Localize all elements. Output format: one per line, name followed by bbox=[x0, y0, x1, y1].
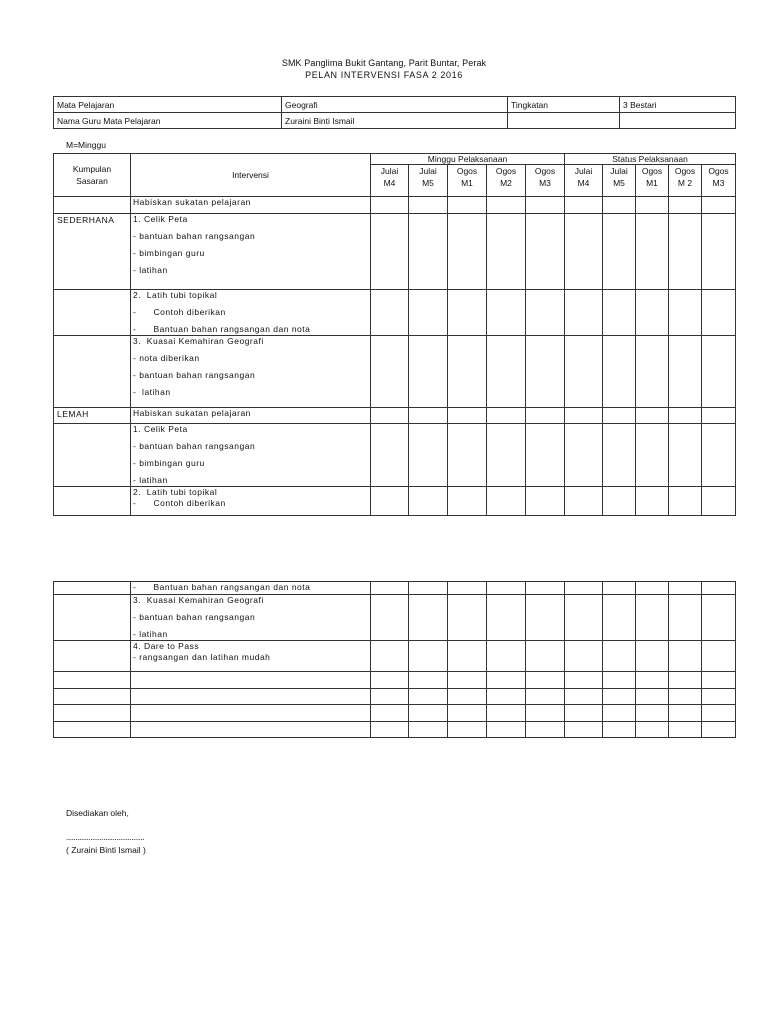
schedule-cell bbox=[487, 214, 526, 290]
subject-label: Mata Pelajaran bbox=[54, 97, 282, 113]
target-group-cell bbox=[54, 424, 131, 487]
schedule-cell bbox=[603, 582, 636, 595]
schedule-cell bbox=[669, 672, 702, 689]
week-number: M3 bbox=[539, 178, 551, 188]
schedule-cell bbox=[603, 214, 636, 290]
schedule-cell bbox=[409, 595, 448, 641]
schedule-cell bbox=[669, 641, 702, 672]
week-month: Ogos bbox=[708, 166, 729, 176]
schedule-cell bbox=[636, 290, 669, 336]
signature-line: .......................................... bbox=[66, 832, 145, 842]
intervention-line: 4. Dare to Pass bbox=[133, 641, 200, 651]
intervention-line: - latihan bbox=[133, 629, 168, 639]
table-row bbox=[54, 197, 736, 214]
table-row bbox=[54, 595, 736, 641]
intervention-line: - Contoh diberikan bbox=[133, 498, 226, 508]
header-week-4 bbox=[526, 165, 565, 197]
schedule-cell bbox=[409, 689, 448, 705]
schedule-cell bbox=[702, 424, 736, 487]
schedule-cell bbox=[487, 705, 526, 722]
table-row bbox=[54, 582, 736, 595]
week-number: M4 bbox=[383, 178, 396, 188]
table-row bbox=[54, 214, 736, 290]
intervention-cell bbox=[131, 689, 371, 705]
table-row bbox=[54, 290, 736, 336]
schedule-cell bbox=[702, 197, 736, 214]
schedule-cell bbox=[565, 672, 603, 689]
schedule-cell bbox=[371, 424, 409, 487]
intervention-cell bbox=[131, 641, 371, 672]
table-body-page2 bbox=[54, 582, 736, 738]
schedule-cell bbox=[526, 705, 565, 722]
schedule-cell bbox=[669, 582, 702, 595]
schedule-cell bbox=[636, 424, 669, 487]
week-month: Julai bbox=[610, 166, 628, 176]
schedule-cell bbox=[702, 641, 736, 672]
schedule-cell bbox=[636, 705, 669, 722]
target-group-cell bbox=[54, 672, 131, 689]
week-month: Julai bbox=[380, 166, 399, 176]
schedule-cell bbox=[603, 487, 636, 516]
level-label: Tingkatan bbox=[508, 97, 620, 113]
header-week-9 bbox=[702, 165, 736, 197]
target-group-cell bbox=[54, 705, 131, 722]
schedule-cell bbox=[448, 722, 487, 738]
header-kumpulan: Kumpulan bbox=[72, 164, 112, 174]
week-number: M5 bbox=[613, 178, 625, 188]
week-number: M3 bbox=[712, 178, 725, 188]
schedule-cell bbox=[371, 214, 409, 290]
intervention-cell bbox=[131, 595, 371, 641]
header-week-7 bbox=[636, 165, 669, 197]
schedule-cell bbox=[565, 290, 603, 336]
schedule-cell bbox=[409, 424, 448, 487]
schedule-cell bbox=[487, 641, 526, 672]
intervention-line: - latihan bbox=[133, 475, 168, 485]
document-title: PELAN INTERVENSI FASA 2 2016 bbox=[305, 70, 463, 80]
intervention-line: - latihan bbox=[133, 387, 171, 397]
target-group-cell bbox=[54, 582, 131, 595]
schedule-cell bbox=[487, 722, 526, 738]
schedule-cell bbox=[669, 722, 702, 738]
intervention-cell bbox=[131, 722, 371, 738]
table-row bbox=[54, 487, 736, 516]
schedule-cell bbox=[487, 672, 526, 689]
table-row bbox=[54, 689, 736, 705]
target-group-cell bbox=[54, 197, 131, 214]
schedule-cell bbox=[636, 672, 669, 689]
schedule-cell bbox=[487, 595, 526, 641]
schedule-cell bbox=[636, 336, 669, 408]
intervention-line: - latihan bbox=[133, 265, 168, 275]
schedule-cell bbox=[448, 487, 487, 516]
intervention-line: 1. Celik Peta bbox=[133, 424, 188, 434]
schedule-cell bbox=[409, 336, 448, 408]
legend: M=Minggu bbox=[66, 140, 106, 150]
header-minggu-pelaksanaan: Minggu Pelaksanaan bbox=[371, 154, 565, 165]
schedule-cell bbox=[526, 424, 565, 487]
schedule-cell bbox=[702, 689, 736, 705]
schedule-cell bbox=[702, 290, 736, 336]
intervention-line: 2. Latih tubi topikal bbox=[133, 290, 218, 300]
schedule-cell bbox=[526, 689, 565, 705]
schedule-cell bbox=[487, 408, 526, 424]
schedule-cell bbox=[526, 290, 565, 336]
table-row bbox=[54, 672, 736, 689]
week-month: Ogos bbox=[534, 166, 556, 176]
schedule-cell bbox=[487, 487, 526, 516]
schedule-cell bbox=[409, 582, 448, 595]
schedule-cell bbox=[636, 722, 669, 738]
intervention-line: - Bantuan bahan rangsangan dan nota bbox=[133, 324, 311, 334]
header-week-3 bbox=[487, 165, 526, 197]
intervention-table bbox=[53, 153, 736, 516]
target-group-cell: SEDERHANA bbox=[54, 214, 131, 290]
schedule-cell bbox=[636, 197, 669, 214]
schedule-cell bbox=[565, 487, 603, 516]
week-number: M4 bbox=[577, 178, 590, 188]
target-group-cell bbox=[54, 595, 131, 641]
table-row bbox=[54, 641, 736, 672]
schedule-cell bbox=[603, 197, 636, 214]
schedule-cell bbox=[702, 336, 736, 408]
table-row bbox=[54, 408, 736, 424]
schedule-cell bbox=[526, 722, 565, 738]
intervention-cell bbox=[131, 214, 371, 290]
schedule-cell bbox=[636, 214, 669, 290]
schedule-cell bbox=[565, 408, 603, 424]
week-number: M1 bbox=[461, 178, 473, 188]
schedule-cell bbox=[371, 595, 409, 641]
schedule-cell bbox=[448, 705, 487, 722]
schedule-cell bbox=[371, 672, 409, 689]
schedule-cell bbox=[565, 214, 603, 290]
target-group-cell bbox=[54, 641, 131, 672]
schedule-cell bbox=[487, 424, 526, 487]
intervention-line: - bantuan bahan rangsangan bbox=[133, 370, 256, 380]
subject-value: Geografi bbox=[282, 97, 508, 113]
schedule-cell bbox=[702, 722, 736, 738]
intervention-cell bbox=[131, 290, 371, 336]
schedule-cell bbox=[487, 197, 526, 214]
schedule-cell bbox=[371, 641, 409, 672]
intervention-cell bbox=[131, 197, 371, 214]
week-month: Ogos bbox=[641, 166, 663, 176]
schedule-cell bbox=[526, 582, 565, 595]
intervention-cell bbox=[131, 336, 371, 408]
intervention-line: Habiskan sukatan pelajaran bbox=[133, 197, 251, 207]
schedule-cell bbox=[669, 408, 702, 424]
intervention-cell bbox=[131, 672, 371, 689]
empty-cell bbox=[508, 113, 620, 129]
schedule-cell bbox=[409, 290, 448, 336]
schedule-cell bbox=[448, 582, 487, 595]
schedule-cell bbox=[371, 408, 409, 424]
schedule-cell bbox=[669, 214, 702, 290]
week-month: Julai bbox=[574, 166, 593, 176]
schedule-cell bbox=[603, 595, 636, 641]
schedule-cell bbox=[603, 705, 636, 722]
table-row bbox=[54, 722, 736, 738]
header-week-6 bbox=[603, 165, 636, 197]
schedule-cell bbox=[669, 595, 702, 641]
target-group-cell bbox=[54, 689, 131, 705]
intervention-line: - bantuan bahan rangsangan bbox=[133, 231, 256, 241]
schedule-cell bbox=[487, 689, 526, 705]
intervention-line: - nota diberikan bbox=[133, 353, 200, 363]
week-month: Ogos bbox=[456, 166, 478, 176]
week-number: M5 bbox=[422, 178, 434, 188]
header-sasaran: Sasaran bbox=[76, 176, 108, 186]
schedule-cell bbox=[603, 336, 636, 408]
schedule-cell bbox=[669, 689, 702, 705]
table-body-page1 bbox=[54, 197, 736, 516]
header-week-0 bbox=[371, 165, 409, 197]
intervention-line: - bimbingan guru bbox=[133, 248, 205, 258]
schedule-cell bbox=[526, 641, 565, 672]
intervention-line: 2. Latih tubi topikal bbox=[133, 487, 218, 497]
school-name: SMK Panglima Bukit Gantang, Parit Buntar, Perak bbox=[281, 58, 487, 68]
header-week-2 bbox=[448, 165, 487, 197]
schedule-cell bbox=[448, 408, 487, 424]
schedule-cell bbox=[565, 705, 603, 722]
schedule-cell bbox=[565, 641, 603, 672]
schedule-cell bbox=[487, 336, 526, 408]
schedule-cell bbox=[448, 290, 487, 336]
table-row bbox=[54, 705, 736, 722]
schedule-cell bbox=[371, 689, 409, 705]
schedule-cell bbox=[409, 214, 448, 290]
intervention-line: 3. Kuasai Kemahiran Geografi bbox=[133, 336, 264, 346]
schedule-cell bbox=[409, 487, 448, 516]
schedule-cell bbox=[702, 705, 736, 722]
empty-cell bbox=[620, 113, 736, 129]
schedule-cell bbox=[371, 487, 409, 516]
schedule-cell bbox=[526, 336, 565, 408]
schedule-cell bbox=[636, 582, 669, 595]
schedule-cell bbox=[448, 197, 487, 214]
week-number: M 2 bbox=[677, 178, 693, 188]
header-week-8 bbox=[669, 165, 702, 197]
intervention-line: - Bantuan bahan rangsangan dan nota bbox=[133, 582, 311, 592]
intervention-line: - Contoh diberikan bbox=[133, 307, 226, 317]
table-row bbox=[54, 424, 736, 487]
schedule-cell bbox=[371, 336, 409, 408]
schedule-cell bbox=[603, 689, 636, 705]
schedule-cell bbox=[371, 582, 409, 595]
intervention-line: Habiskan sukatan pelajaran bbox=[133, 408, 251, 418]
schedule-cell bbox=[448, 424, 487, 487]
schedule-cell bbox=[448, 336, 487, 408]
schedule-cell bbox=[409, 722, 448, 738]
table-row bbox=[54, 336, 736, 408]
schedule-cell bbox=[371, 705, 409, 722]
week-month: Ogos bbox=[674, 166, 696, 176]
intervention-cell bbox=[131, 705, 371, 722]
schedule-cell bbox=[603, 290, 636, 336]
schedule-cell bbox=[669, 424, 702, 487]
schedule-cell bbox=[565, 722, 603, 738]
schedule-cell bbox=[702, 487, 736, 516]
schedule-cell bbox=[487, 582, 526, 595]
schedule-cell bbox=[448, 595, 487, 641]
schedule-cell bbox=[409, 197, 448, 214]
schedule-cell bbox=[409, 641, 448, 672]
teacher-value: Zuraini Binti Ismail bbox=[282, 113, 508, 129]
header-intervensi: Intervensi bbox=[131, 154, 371, 197]
schedule-cell bbox=[487, 290, 526, 336]
intervention-line: - bimbingan guru bbox=[133, 458, 205, 468]
schedule-cell bbox=[448, 214, 487, 290]
week-month: Ogos bbox=[495, 166, 517, 176]
schedule-cell bbox=[526, 595, 565, 641]
schedule-cell bbox=[702, 214, 736, 290]
schedule-cell bbox=[565, 582, 603, 595]
intervention-line: 1. Celik Peta bbox=[133, 214, 188, 224]
prepared-by: Disediakan oleh, bbox=[66, 808, 129, 818]
schedule-cell bbox=[636, 408, 669, 424]
schedule-cell bbox=[636, 595, 669, 641]
schedule-cell bbox=[603, 641, 636, 672]
header-week-5 bbox=[565, 165, 603, 197]
week-month: Julai bbox=[419, 166, 437, 176]
schedule-cell bbox=[603, 672, 636, 689]
schedule-cell bbox=[603, 408, 636, 424]
week-number: M2 bbox=[500, 178, 512, 188]
header-kumpulan-sasaran bbox=[54, 154, 131, 197]
intervention-line: - bantuan bahan rangsangan bbox=[133, 612, 256, 622]
schedule-cell bbox=[565, 336, 603, 408]
schedule-cell bbox=[526, 672, 565, 689]
schedule-cell bbox=[565, 689, 603, 705]
schedule-cell bbox=[669, 290, 702, 336]
intervention-cell bbox=[131, 487, 371, 516]
schedule-cell bbox=[702, 672, 736, 689]
target-group-cell bbox=[54, 722, 131, 738]
intervention-table-continued bbox=[53, 581, 736, 738]
intervention-cell bbox=[131, 582, 371, 595]
schedule-cell bbox=[409, 408, 448, 424]
teacher-label: Nama Guru Mata Pelajaran bbox=[54, 113, 282, 129]
schedule-cell bbox=[371, 290, 409, 336]
schedule-cell bbox=[526, 197, 565, 214]
schedule-cell bbox=[669, 705, 702, 722]
schedule-cell bbox=[603, 424, 636, 487]
intervention-cell bbox=[131, 408, 371, 424]
schedule-cell bbox=[669, 336, 702, 408]
schedule-cell bbox=[371, 722, 409, 738]
schedule-cell bbox=[526, 214, 565, 290]
schedule-cell bbox=[448, 672, 487, 689]
week-number: M1 bbox=[646, 178, 658, 188]
schedule-cell bbox=[603, 722, 636, 738]
schedule-cell bbox=[702, 582, 736, 595]
schedule-cell bbox=[636, 689, 669, 705]
target-group-cell: LEMAH bbox=[54, 408, 131, 424]
signatory-name: ( Zuraini Binti Ismail ) bbox=[66, 845, 146, 855]
intervention-line: - rangsangan dan latihan mudah bbox=[133, 652, 271, 662]
schedule-cell bbox=[526, 408, 565, 424]
schedule-cell bbox=[409, 672, 448, 689]
info-table bbox=[53, 96, 736, 129]
schedule-cell bbox=[702, 408, 736, 424]
level-value: 3 Bestari bbox=[620, 97, 736, 113]
header-week-1 bbox=[409, 165, 448, 197]
schedule-cell bbox=[636, 641, 669, 672]
schedule-cell bbox=[409, 705, 448, 722]
intervention-line: 3. Kuasai Kemahiran Geografi bbox=[133, 595, 264, 605]
schedule-cell bbox=[702, 595, 736, 641]
target-group-cell bbox=[54, 290, 131, 336]
schedule-cell bbox=[371, 197, 409, 214]
schedule-cell bbox=[565, 424, 603, 487]
intervention-cell bbox=[131, 424, 371, 487]
intervention-line: - bantuan bahan rangsangan bbox=[133, 441, 256, 451]
schedule-cell bbox=[565, 197, 603, 214]
schedule-cell bbox=[526, 487, 565, 516]
target-group-cell bbox=[54, 336, 131, 408]
schedule-cell bbox=[636, 487, 669, 516]
header-status-pelaksanaan: Status Pelaksanaan bbox=[565, 154, 736, 165]
schedule-cell bbox=[448, 689, 487, 705]
target-group-cell bbox=[54, 487, 131, 516]
schedule-cell bbox=[669, 197, 702, 214]
schedule-cell bbox=[565, 595, 603, 641]
schedule-cell bbox=[448, 641, 487, 672]
schedule-cell bbox=[669, 487, 702, 516]
